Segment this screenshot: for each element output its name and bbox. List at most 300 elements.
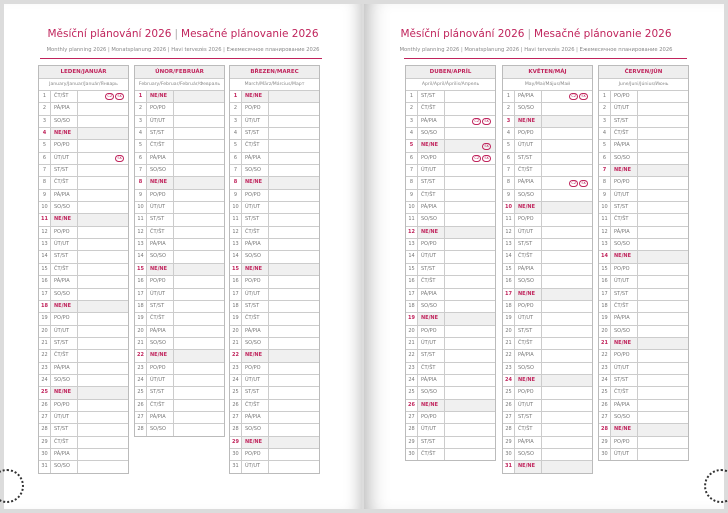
day-row [39,128,128,140]
weekday-label: PÁ/PIA [51,363,78,374]
day-number: 8 [599,177,611,188]
day-number: 27 [230,412,242,423]
day-number: 9 [406,190,418,201]
weekday-label: ST/ST [242,387,269,398]
day-notes-field[interactable] [78,276,128,287]
day-number: 8 [406,177,418,188]
day-notes-field[interactable] [638,165,688,176]
day-row [406,338,495,350]
day-number: 12 [39,227,51,238]
weekday-label: SO/SO [51,375,78,386]
day-notes-field[interactable] [78,177,128,188]
day-notes-field[interactable] [445,190,495,201]
day-notes-field[interactable] [542,363,592,374]
day-row [39,239,128,251]
day-number: 2 [135,103,147,114]
day-notes-field[interactable] [542,449,592,460]
day-notes-field[interactable] [269,264,319,275]
weekday-label: SO/SO [611,412,638,423]
weekday-label: ST/ST [51,165,78,176]
day-notes-field[interactable] [542,91,592,102]
day-row [599,239,688,251]
day-notes-field[interactable] [174,276,224,287]
day-number: 1 [406,91,418,102]
day-notes-field[interactable] [542,326,592,337]
day-notes-field[interactable] [638,424,688,435]
day-number: 8 [135,177,147,188]
day-notes-field[interactable] [78,363,128,374]
day-notes-field[interactable] [174,116,224,127]
weekday-label: SO/SO [515,190,542,201]
day-notes-field[interactable] [542,264,592,275]
day-row [135,313,224,325]
day-notes-field[interactable] [542,214,592,225]
day-notes-field[interactable] [638,400,688,411]
day-notes-field[interactable] [174,91,224,102]
weekday-label: ST/ST [51,338,78,349]
weekday-label: ÚT/UT [515,400,542,411]
day-notes-field[interactable] [445,116,495,127]
day-number: 19 [599,313,611,324]
day-row [503,461,592,472]
day-notes-field[interactable] [269,350,319,361]
day-notes-field[interactable] [445,400,495,411]
day-row [599,264,688,276]
left-page [4,4,362,509]
day-notes-field[interactable] [542,128,592,139]
weekday-label: NE/NE [242,177,269,188]
day-notes-field[interactable] [269,165,319,176]
day-row [230,202,319,214]
day-number: 15 [599,264,611,275]
day-row [599,387,688,399]
day-notes-field[interactable] [174,350,224,361]
day-notes-field[interactable] [174,177,224,188]
day-notes-field[interactable] [78,301,128,312]
day-notes-field[interactable] [174,190,224,201]
day-notes-field[interactable] [174,264,224,275]
day-notes-field[interactable] [445,313,495,324]
day-notes-field[interactable] [174,202,224,213]
day-notes-field[interactable] [174,375,224,386]
day-notes-field[interactable] [174,128,224,139]
day-notes-field[interactable] [445,103,495,114]
day-notes-field[interactable] [78,264,128,275]
day-notes-field[interactable] [269,313,319,324]
day-notes-field[interactable] [269,400,319,411]
day-notes-field[interactable] [269,289,319,300]
day-notes-field[interactable] [174,424,224,435]
day-notes-field[interactable] [269,140,319,151]
day-row [135,251,224,263]
day-notes-field[interactable] [174,251,224,262]
weekday-label: ČT/ŠT [611,301,638,312]
day-row [406,437,495,449]
day-notes-field[interactable] [638,264,688,275]
day-notes-field[interactable] [445,449,495,460]
day-row [503,424,592,436]
day-notes-field[interactable] [269,227,319,238]
day-row [406,350,495,362]
day-notes-field[interactable] [78,202,128,213]
day-notes-field[interactable] [174,313,224,324]
day-row [39,363,128,375]
day-row [599,202,688,214]
day-notes-field[interactable] [542,116,592,127]
day-notes-field[interactable] [174,363,224,374]
day-notes-field[interactable] [638,251,688,262]
day-notes-field[interactable] [542,400,592,411]
weekday-label: ÚT/UT [242,289,269,300]
day-number: 6 [599,153,611,164]
day-notes-field[interactable] [445,264,495,275]
day-notes-field[interactable] [78,313,128,324]
day-row [230,363,319,375]
day-notes-field[interactable] [638,363,688,374]
day-notes-field[interactable] [269,251,319,262]
day-notes-field[interactable] [78,116,128,127]
weekday-label: SO/SO [611,153,638,164]
day-notes-field[interactable] [542,276,592,287]
day-notes-field[interactable] [542,313,592,324]
day-notes-field[interactable] [445,165,495,176]
day-notes-field[interactable] [542,301,592,312]
day-notes-field[interactable] [174,338,224,349]
day-notes-field[interactable] [78,350,128,361]
day-notes-field[interactable] [269,276,319,287]
day-notes-field[interactable] [78,424,128,435]
day-notes-field[interactable] [269,449,319,460]
day-notes-field[interactable] [78,239,128,250]
day-notes-field[interactable] [638,140,688,151]
day-notes-field[interactable] [542,177,592,188]
day-notes-field[interactable] [542,153,592,164]
day-notes-field[interactable] [269,375,319,386]
day-notes-field[interactable] [78,326,128,337]
day-notes-field[interactable] [638,91,688,102]
day-notes-field[interactable] [445,177,495,188]
day-notes-field[interactable] [638,190,688,201]
day-notes-field[interactable] [78,140,128,151]
weekday-label: PO/PO [51,227,78,238]
day-notes-field[interactable] [638,350,688,361]
day-notes-field[interactable] [542,103,592,114]
day-notes-field[interactable] [269,338,319,349]
day-notes-field[interactable] [542,202,592,213]
day-notes-field[interactable] [269,177,319,188]
weekday-label: ÚT/UT [147,116,174,127]
day-notes-field[interactable] [445,424,495,435]
day-notes-field[interactable] [638,103,688,114]
day-notes-field[interactable] [638,338,688,349]
day-number: 24 [599,375,611,386]
day-notes-field[interactable] [445,239,495,250]
day-notes-field[interactable] [638,177,688,188]
title-czech: Měsíční plánování 2026 [47,28,172,40]
day-notes-field[interactable] [542,437,592,448]
day-notes-field[interactable] [542,251,592,262]
weekday-label: PÁ/PIA [611,400,638,411]
day-row [406,412,495,424]
day-notes-field[interactable] [78,153,128,164]
day-notes-field[interactable] [269,91,319,102]
day-notes-field[interactable] [445,140,495,151]
day-row [230,116,319,128]
day-row [135,400,224,412]
day-number: 1 [135,91,147,102]
day-number: 22 [599,350,611,361]
day-notes-field[interactable] [269,128,319,139]
month-table [405,65,496,461]
day-number: 20 [135,326,147,337]
weekday-label: ČT/ŠT [611,128,638,139]
weekday-label: ÚT/UT [515,140,542,151]
day-notes-field[interactable] [638,412,688,423]
day-notes-field[interactable] [542,190,592,201]
day-notes-field[interactable] [542,239,592,250]
day-number: 28 [135,424,147,435]
day-notes-field[interactable] [445,214,495,225]
holiday-badge-sk: SK [117,94,122,99]
day-notes-field[interactable] [445,251,495,262]
day-notes-field[interactable] [78,190,128,201]
day-row [230,449,319,461]
day-notes-field[interactable] [78,251,128,262]
day-notes-field[interactable] [542,140,592,151]
day-number: 19 [39,313,51,324]
day-notes-field[interactable] [638,326,688,337]
weekday-label: ČT/ŠT [418,190,445,201]
day-number: 4 [39,128,51,139]
weekday-label: PO/PO [515,128,542,139]
day-row [230,313,319,325]
day-notes-field[interactable] [78,338,128,349]
day-row [230,165,319,177]
day-notes-field[interactable] [78,103,128,114]
day-notes-field[interactable] [78,437,128,448]
day-notes-field[interactable] [638,387,688,398]
day-notes-field[interactable] [445,227,495,238]
day-notes-field[interactable] [174,140,224,151]
day-number: 11 [135,214,147,225]
day-notes-field[interactable] [542,350,592,361]
day-row [599,449,688,460]
weekday-label: ČT/ŠT [611,214,638,225]
day-notes-field[interactable] [78,387,128,398]
day-number: 7 [599,165,611,176]
weekday-label: ÚT/UT [242,202,269,213]
day-number: 21 [230,338,242,349]
day-notes-field[interactable] [638,289,688,300]
day-notes-field[interactable] [78,375,128,386]
day-notes-field[interactable] [269,190,319,201]
day-number: 4 [230,128,242,139]
day-notes-field[interactable] [174,412,224,423]
day-notes-field[interactable] [78,400,128,411]
weekday-label: PO/PO [147,276,174,287]
day-notes-field[interactable] [269,387,319,398]
weekday-label: ST/ST [611,375,638,386]
day-notes-field[interactable] [638,227,688,238]
day-notes-field[interactable] [638,301,688,312]
day-notes-field[interactable] [269,326,319,337]
day-notes-field[interactable] [78,227,128,238]
day-notes-field[interactable] [542,227,592,238]
weekday-label: NE/NE [515,202,542,213]
weekday-label: NE/NE [147,91,174,102]
day-notes-field[interactable] [174,214,224,225]
weekday-label: ČT/ŠT [418,363,445,374]
day-notes-field[interactable] [269,214,319,225]
day-row [599,276,688,288]
day-notes-field[interactable] [269,153,319,164]
day-number: 22 [135,350,147,361]
day-notes-field[interactable] [638,449,688,460]
day-row [39,140,128,152]
day-notes-field[interactable] [174,103,224,114]
weekday-label: PÁ/PIA [515,264,542,275]
day-notes-field[interactable] [445,202,495,213]
day-notes-field[interactable] [445,153,495,164]
day-notes-field[interactable] [542,424,592,435]
day-notes-field[interactable] [542,375,592,386]
day-notes-field[interactable] [269,116,319,127]
weekday-label: ČT/ŠT [515,338,542,349]
day-notes-field[interactable] [445,412,495,423]
day-notes-field[interactable] [445,326,495,337]
weekday-label: PO/PO [242,190,269,201]
day-row [406,375,495,387]
weekday-label: ST/ST [242,214,269,225]
day-number: 25 [599,387,611,398]
weekday-label: SO/SO [418,301,445,312]
weekday-label: PÁ/PIA [147,239,174,250]
day-notes-field[interactable] [78,412,128,423]
day-notes-field[interactable] [638,239,688,250]
day-notes-field[interactable] [445,350,495,361]
day-notes-field[interactable] [445,276,495,287]
day-row [406,214,495,226]
day-notes-field[interactable] [542,387,592,398]
day-number: 3 [503,116,515,127]
day-notes-field[interactable] [638,214,688,225]
day-number: 21 [503,338,515,349]
day-notes-field[interactable] [638,128,688,139]
weekday-label: ČT/ŠT [515,251,542,262]
day-notes-field[interactable] [174,289,224,300]
day-row [503,375,592,387]
day-number: 5 [503,140,515,151]
day-notes-field[interactable] [445,387,495,398]
day-notes-field[interactable] [445,375,495,386]
day-notes-field[interactable] [638,375,688,386]
day-notes-field[interactable] [638,116,688,127]
weekday-label: ČT/ŠT [242,140,269,151]
day-notes-field[interactable] [445,338,495,349]
day-notes-field[interactable] [269,461,319,472]
day-notes-field[interactable] [269,202,319,213]
day-number: 24 [406,375,418,386]
day-notes-field[interactable] [269,363,319,374]
day-notes-field[interactable] [638,313,688,324]
day-notes-field[interactable] [638,202,688,213]
day-notes-field[interactable] [174,239,224,250]
day-number: 5 [406,140,418,151]
day-notes-field[interactable] [445,363,495,374]
day-notes-field[interactable] [269,301,319,312]
day-notes-field[interactable] [174,301,224,312]
day-notes-field[interactable] [174,326,224,337]
day-number: 27 [39,412,51,423]
day-notes-field[interactable] [445,91,495,102]
day-row [135,412,224,424]
day-notes-field[interactable] [78,91,128,102]
weekday-label: ST/ST [147,128,174,139]
day-number: 9 [503,190,515,201]
day-notes-field[interactable] [445,128,495,139]
day-number: 24 [503,375,515,386]
day-row [39,214,128,226]
day-notes-field[interactable] [638,437,688,448]
month-name: ČERVEN/JÚN [599,66,688,79]
day-notes-field[interactable] [269,103,319,114]
day-number: 28 [599,424,611,435]
weekday-label: NE/NE [147,264,174,275]
day-notes-field[interactable] [174,227,224,238]
day-row [599,251,688,263]
day-notes-field[interactable] [78,214,128,225]
day-notes-field[interactable] [174,400,224,411]
day-notes-field[interactable] [269,239,319,250]
weekday-label: PO/PO [611,437,638,448]
day-notes-field[interactable] [638,153,688,164]
day-number: 9 [599,190,611,201]
day-row [503,276,592,288]
day-number: 21 [599,338,611,349]
weekday-label: ÚT/UT [515,313,542,324]
day-number: 22 [503,350,515,361]
day-notes-field[interactable] [174,153,224,164]
weekday-label: ČT/ŠT [51,437,78,448]
day-notes-field[interactable] [78,461,128,472]
day-notes-field[interactable] [269,412,319,423]
day-notes-field[interactable] [78,165,128,176]
day-notes-field[interactable] [78,289,128,300]
day-number: 31 [39,461,51,472]
day-notes-field[interactable] [445,289,495,300]
holiday-badge-sk: SK [581,94,586,99]
day-notes-field[interactable] [638,276,688,287]
day-notes-field[interactable] [174,387,224,398]
day-row [39,177,128,189]
day-notes-field[interactable] [78,128,128,139]
day-notes-field[interactable] [542,338,592,349]
day-notes-field[interactable] [174,165,224,176]
day-notes-field[interactable] [445,301,495,312]
day-notes-field[interactable] [542,289,592,300]
day-notes-field[interactable] [542,412,592,423]
day-notes-field[interactable] [542,165,592,176]
month-table [38,65,129,474]
day-row [503,338,592,350]
day-notes-field[interactable] [78,449,128,460]
day-notes-field[interactable] [445,437,495,448]
day-row [406,387,495,399]
day-notes-field[interactable] [542,461,592,472]
day-notes-field[interactable] [269,424,319,435]
day-row [39,227,128,239]
day-notes-field[interactable] [269,437,319,448]
